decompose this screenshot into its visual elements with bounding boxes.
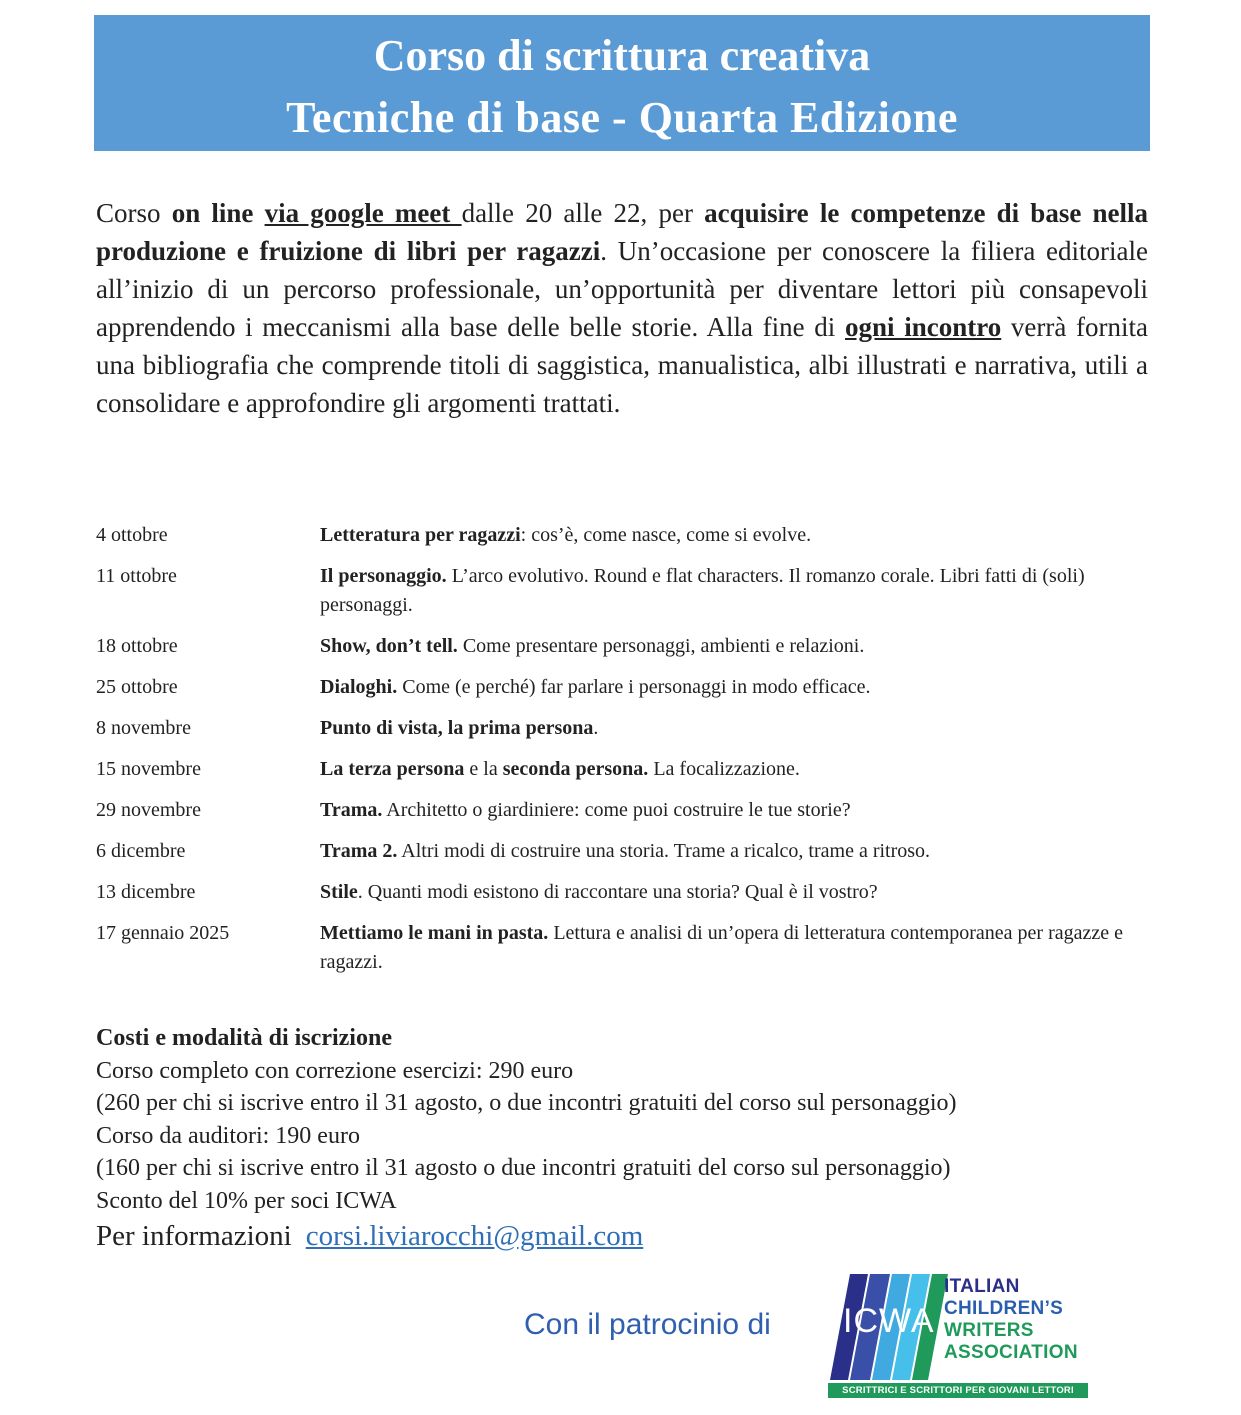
schedule-row: 17 gennaio 2025 Mettiamo le mani in pasta. Lettura e analisi di un’opera di letteratura contemporanea per ragazze e ragazzi.: [96, 922, 1123, 973]
icwa-logo-tagline: SCRITTRICI E SCRITTORI PER GIOVANI LETTORI: [828, 1383, 1088, 1398]
title-line-2: Tecniche di base - Quarta Edizione: [286, 93, 958, 142]
costs-heading: Costi e modalità di iscrizione: [96, 1025, 392, 1051]
icwa-logo-letters: ICWA: [843, 1302, 935, 1340]
patronage-label: Con il patrocinio di: [524, 1308, 771, 1341]
schedule-row: 25 ottobre Dialoghi. Come (e perché) far parlare i personaggi in modo efficace.: [96, 676, 871, 698]
cost-line: (260 per chi si iscrive entro il 31 agosto, o due incontri gratuiti del corso sul personaggio): [96, 1090, 957, 1116]
cost-line: Corso completo con correzione esercizi: 290 euro: [96, 1057, 574, 1084]
title-banner: [94, 15, 1150, 151]
title-line-1: Corso di scrittura creativa: [373, 31, 871, 80]
schedule-row: 18 ottobre Show, don’t tell. Come presentare personaggi, ambienti e relazioni.: [96, 635, 865, 657]
schedule-row: 6 dicembre Trama 2. Altri modi di costruire una storia. Trame a ricalco, trame a ritroso.: [96, 840, 931, 862]
schedule-row: 15 novembre La terza persona e la seconda persona. La focalizzazione.: [96, 758, 800, 780]
info-label: Per informazioni: [96, 1220, 292, 1252]
schedule-row: 8 novembre Punto di vista, la prima persona.: [96, 717, 599, 739]
info-line: [96, 1218, 643, 1254]
schedule-row: 29 novembre Trama. Architetto o giardiniere: come puoi costruire le tue storie?: [96, 799, 851, 821]
icwa-logo-name: ITALIAN CHILDREN’S WRITERS ASSOCIATION: [944, 1276, 1078, 1363]
cost-line: Sconto del 10% per soci ICWA: [96, 1187, 397, 1214]
schedule-row: 4 ottobre Letteratura per ragazzi: cos’è, come nasce, come si evolve.: [96, 524, 812, 546]
email-link[interactable]: corsi.liviarocchi@gmail.com: [305, 1220, 644, 1252]
schedule-list: [96, 521, 1148, 989]
costs-section: [96, 1022, 1196, 1217]
cost-line: (160 per chi si iscrive entro il 31 agosto o due incontri gratuiti del corso sul personaggio): [96, 1155, 951, 1181]
cost-line: Corso da auditori: 190 euro: [96, 1122, 360, 1149]
schedule-row: 11 ottobre Il personaggio. L’arco evolutivo. Round e flat characters. Il romanzo corale. Libri fatti di (soli) personaggi.: [96, 565, 1085, 616]
intro-paragraph: Corso on line via google meet dalle 20 alle 22, per acquisire le competenze di base nella produzione e fruizione di libri per ragazzi. Un’occasione per conoscere la filiera editoriale all’inizio di un percorso professionale, un’opportunità per diventare lettori più consapevoli apprendendo i meccanismi alla base delle belle storie. Alla fine di ogni incontro verrà fornita una bibliografia che comprende titoli di saggistica, manualistica, albi illustrati e narrativa, utili a consolidare e approfondire gli argomenti trattati.: [96, 198, 1149, 418]
schedule-row: 13 dicembre Stile. Quanti modi esistono di raccontare una storia? Qual è il vostro?: [96, 881, 878, 903]
